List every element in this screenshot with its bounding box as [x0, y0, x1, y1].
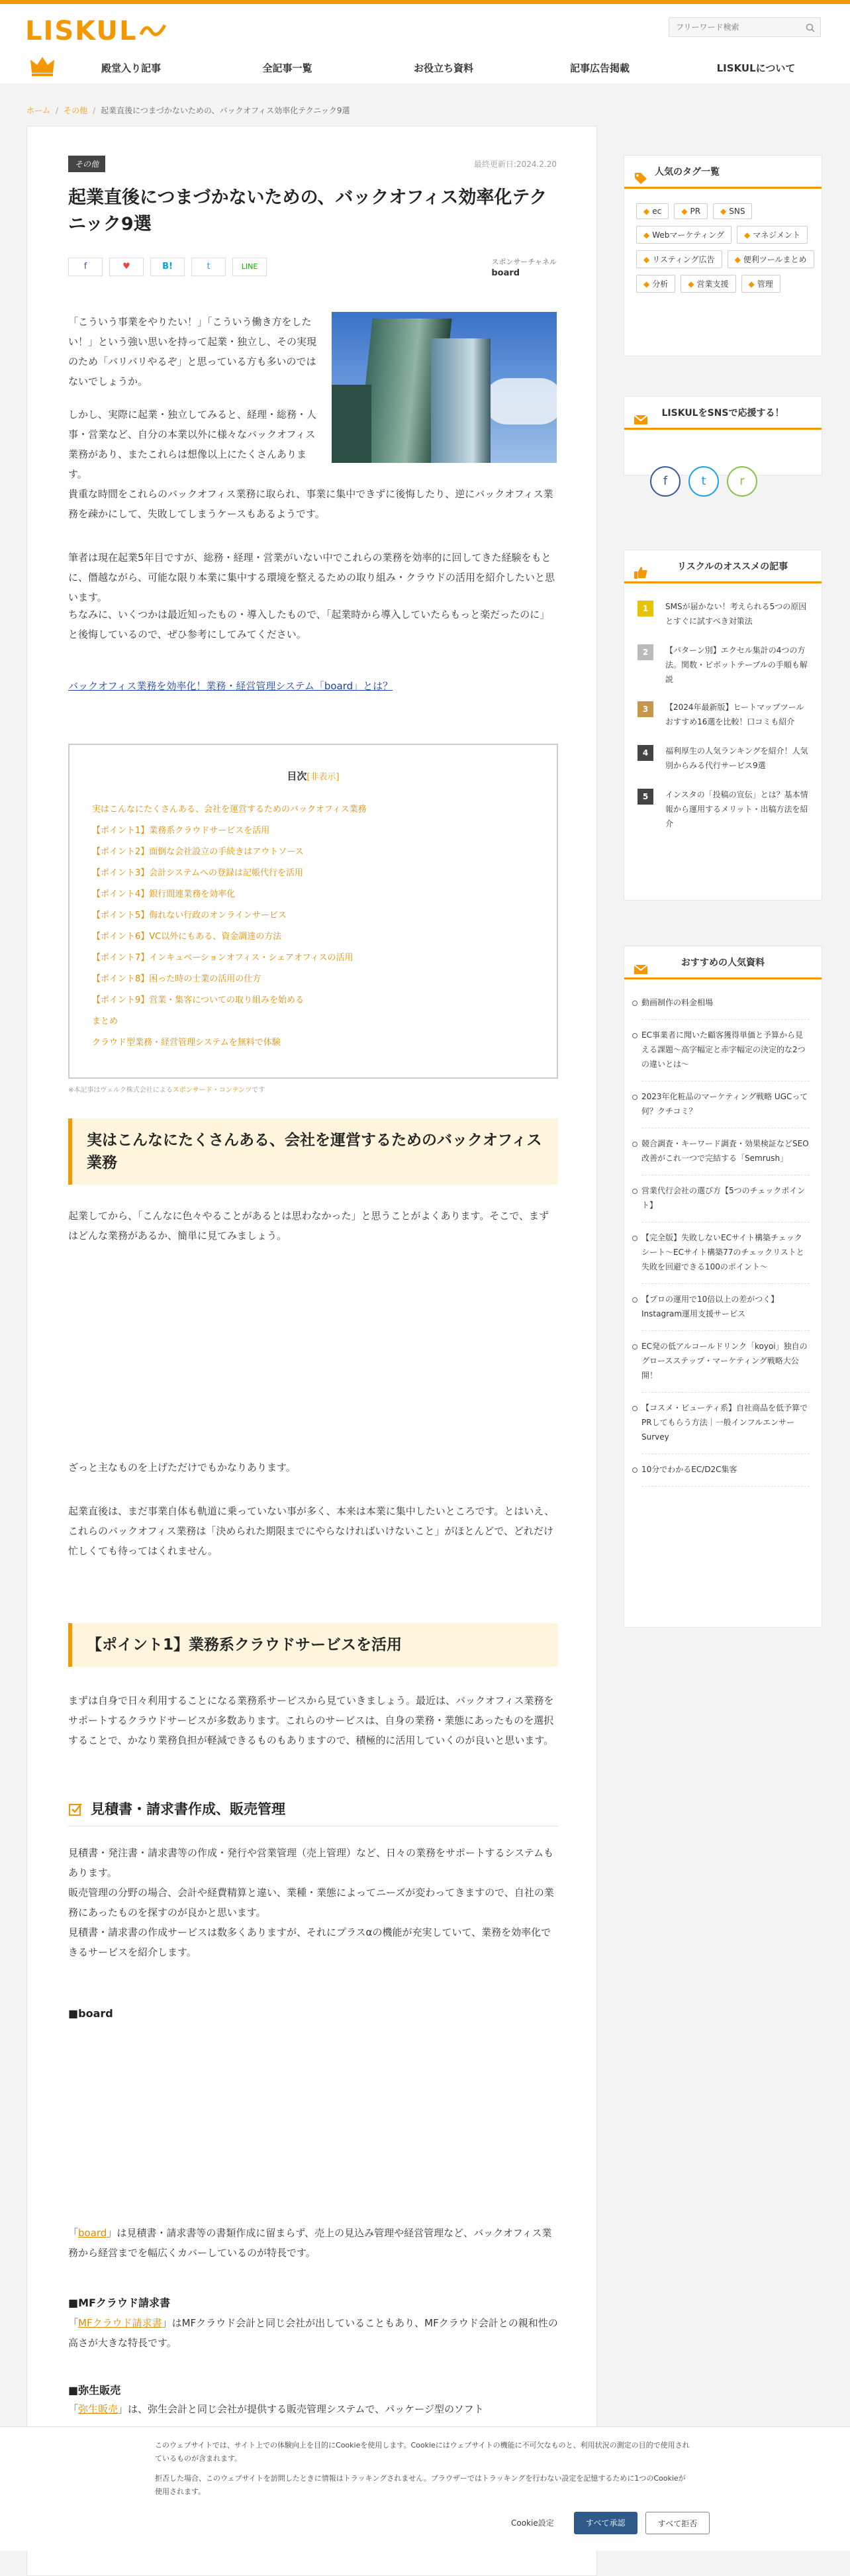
page-title: 起業直後につまづかないための、バックオフィス効率化テクニック9選 [68, 187, 547, 234]
toc-item[interactable]: 【ポイント4】銀行間連業務を効率化 [92, 889, 236, 899]
document-list [641, 995, 810, 1495]
board-link-paragraph [68, 676, 558, 696]
document-item[interactable]: 2023年化粧品のマーケティング戦略 UGCって何？クチコミ？ [641, 1089, 810, 1128]
site-logo[interactable]: LISKUL [25, 16, 166, 46]
mf-product-link[interactable]: MFクラウド請求書 [78, 2317, 162, 2329]
share-line-button[interactable]: LINE [232, 258, 267, 276]
logo-swoosh-icon [140, 16, 166, 46]
cookie-buttons [499, 2512, 710, 2534]
intro-paragraph-2: しかし、実際に起業・独立してみると、経理・総務・人事・営業など、自分の本業以外に様々なバックオフィス業務があり、またこれらは想像以上にたくさんあります。 [68, 409, 317, 480]
toc-toggle[interactable]: [非表示] [307, 772, 340, 782]
subsection1-paragraph-3: 見積書・請求書の作成サービスは数多くありますが、それにプラスαの機能が充実していて、業務を効率化できるサービスを紹介します。 [68, 1926, 551, 1958]
author-block [491, 256, 557, 278]
nav-resources[interactable]: お役立ち資料 [413, 62, 473, 74]
document-item[interactable]: 【完全版】失敗しないECサイト構築チェックシート〜ECサイト構築77のチェックリストと失敗を回避できる100のポイント〜 [641, 1230, 810, 1284]
docs-widget-heading: おすすめの人気資料 [624, 946, 822, 979]
search-icon[interactable] [806, 23, 815, 32]
product-heading-board: ■board [68, 2007, 113, 2020]
document-item[interactable]: EC事業者に聞いた顧客獲得単価と予算から見える課題〜高字幅定と赤字幅定の決定的な2つの違いとは〜 [641, 1028, 810, 1081]
cookie-text [155, 2439, 691, 2499]
search-input[interactable] [669, 18, 795, 36]
cookie-text-2: 拒否した場合、このウェブサイトを訪問したときに情報はトラッキングされません。ブラウザーではトラッキングを行わない設定を記憶するために1つのCookieが使用されます。 [155, 2474, 686, 2496]
sponsor-note: ※本記事はヴェルク株式会社によるスポンサード・コンテンツです [68, 1087, 265, 1094]
breadcrumb: ホーム / その他 / 起業直後につまづかないための、バックオフィス効率化テクニック9選 [26, 106, 350, 115]
intro-paragraph-4: 筆者は現在起業5年目ですが、総務・経理・営業がいない中でこれらの業務を効率的に回してきた経験をもとに、僭越ながら、可能な限り本業に集中する環境を整えるための取り組み・クラウドの活用を紹介したいと思います。 [68, 552, 555, 603]
document-item[interactable]: 動画制作の料金相場 [641, 995, 810, 1020]
ranking-item[interactable]: 5 インスタの「投稿の宣伝」とは？基本情報から運用するメリット・出稿方法を紹介 [638, 787, 811, 831]
toc-item[interactable]: 【ポイント8】困った時の士業の活用の仕方 [92, 974, 261, 984]
cookie-settings-button[interactable]: Cookie設定 [499, 2512, 566, 2534]
tag-item[interactable]: ◆ マネジメント [737, 226, 808, 244]
cookie-banner [0, 2426, 850, 2551]
article-hero-image [332, 312, 557, 463]
product-heading-mf: ■MFクラウド請求書 [68, 2297, 170, 2309]
board-description: 「board」は見積書・請求書等の書類作成に留まらず、売上の見込み管理や経営管理など、バックオフィス業務から経営までを幅広くカバーしているのが特長です。 [68, 2227, 552, 2259]
toc-item[interactable]: 実はこんなにたくさんある、会社を運営するためのバックオフィス業務 [92, 805, 367, 815]
tag-item[interactable]: ◆ 管理 [741, 275, 780, 293]
document-item[interactable]: 競合調査・キーワード調査・効果検証などSEO改善がこれ一つで完結する「Semrush」 [641, 1136, 810, 1175]
ranking-item[interactable]: 4 福利厚生の人気ランキングを紹介！人気別からみる代行サービス9選 [638, 744, 811, 774]
section1-paragraph-2: ざっと主なものを上げただけでもかなりあります。 [68, 1461, 296, 1473]
tag-icon [634, 166, 648, 199]
share-pocket-button[interactable]: ♥ [109, 258, 144, 276]
sponsor-link[interactable]: スポンサード・コンテンツ [172, 1087, 252, 1094]
tag-item[interactable]: ◆ PR [674, 203, 708, 219]
share-buttons [68, 258, 267, 276]
ranking-widget-heading: リスクルのオススメの記事 [624, 550, 822, 583]
sns-widget-heading: LISKULをSNSで応援する！ [624, 397, 822, 430]
toc-item[interactable]: 【ポイント3】会計システムへの登録は記帳代行を活用 [92, 868, 303, 878]
toc-item[interactable]: 【ポイント2】面倒な会社設立の手続きはアウトソース [92, 847, 304, 857]
thumbs-up-icon [634, 560, 648, 593]
ranking-list [638, 599, 811, 844]
sns-facebook-icon[interactable]: f [650, 466, 681, 497]
share-twitter-button[interactable]: t [191, 258, 226, 276]
document-item[interactable]: 【コスメ・ビューティ系】自社商品を低予算でPRしてもらう方法｜一般インフルエンサーSurvey [641, 1401, 810, 1454]
sns-icons [650, 466, 757, 497]
product-heading-yayoi: ■弥生販売 [68, 2384, 121, 2397]
tag-item[interactable]: ◆ Webマーケティング [636, 226, 732, 244]
breadcrumb-category[interactable]: その他 [64, 106, 88, 115]
section-heading-1: 実はこんなにたくさんある、会社を運営するためのバックオフィス業務 [68, 1118, 558, 1185]
toc-item[interactable]: 【ポイント7】インキュベーションオフィス・シェアオフィスの活用 [92, 953, 354, 963]
ranking-item[interactable]: 3 【2024年最新版】ヒートマップツールおすすめ16選を比較！口コミも紹介 [638, 700, 811, 730]
intro-paragraph-1: 「こういう事業をやりたい！」「こういう働き方をしたい！」という強い思いを持って起業・独立し、その実現のため「バリバリやるぞ」と思っている方も多いのではないでしょうか。 [68, 316, 317, 387]
crown-icon [29, 56, 56, 79]
share-hatena-button[interactable]: B! [150, 258, 185, 276]
nav-ad-placement[interactable]: 記事広告掲載 [569, 62, 630, 74]
category-badge[interactable]: その他 [68, 156, 105, 172]
toc-item[interactable]: クラウド型業務・経営管理システムを無料で体験 [92, 1038, 281, 1048]
section1-paragraph-3: 起業直後は、まだ事業自体も軌道に乗っていない事が多く、本来は本業に集中したいところです。とはいえ、これらのバックオフィス業務は「決められた期限までにやらなければいけないこと」がほとんどで、どれだけ忙しくても待ってはくれません。 [68, 1505, 555, 1557]
board-product-link[interactable]: board [78, 2227, 107, 2239]
toc-item[interactable]: 【ポイント6】VC以外にもある、資金調達の方法 [92, 932, 282, 942]
nav-all-articles[interactable]: 全記事一覧 [262, 62, 312, 74]
toc-item[interactable]: 【ポイント9】営業・集客についての取り組みを始める [92, 995, 305, 1005]
article-card [26, 126, 597, 2576]
ranking-item[interactable]: 1 SMSが届かない！考えられる5つの原因とすぐに試すべき対策法 [638, 599, 811, 630]
sns-rss-icon[interactable]: r [727, 466, 757, 497]
document-item[interactable]: 【プロの運用で10倍以上の差がつく】Instagram運用支援サービス [641, 1292, 810, 1331]
global-nav [53, 54, 834, 81]
intro-paragraph-3: 貴重な時間をこれらのバックオフィス業務に取られ、事業に集中できずに後悔したり、逆にバックオフィス業務を疎かにして、失敗してしまうケースもあるようです。 [68, 488, 553, 520]
tag-item[interactable]: ◆ リスティング広告 [636, 250, 722, 268]
site-header [0, 4, 850, 83]
nav-hall-of-fame[interactable]: 殿堂入り記事 [101, 62, 161, 74]
nav-about[interactable]: LISKULについて [716, 62, 796, 74]
toc-item[interactable]: まとめ [92, 1016, 118, 1026]
cookie-reject-all-button[interactable]: すべて拒否 [645, 2512, 710, 2534]
ranking-item[interactable]: 2 【パターン別】エクセル集計の4つの方法。関数・ピボットテーブルの手順も解説 [638, 643, 811, 687]
toc-item[interactable]: 【ポイント5】侮れない行政のオンラインサービス [92, 911, 287, 920]
search-box[interactable] [669, 17, 821, 37]
tag-item[interactable]: ◆ 便利ツールまとめ [728, 250, 814, 268]
share-facebook-button[interactable]: f [68, 258, 103, 276]
tag-list [636, 203, 815, 293]
updated-date: 最終更新日:2024.2.20 [473, 160, 557, 169]
board-intro-link[interactable]: バックオフィス業務を効率化！業務・経営管理システム「board」とは？ [68, 680, 393, 692]
document-item[interactable]: 営業代行会社の選び方【5つのチェックポイント】 [641, 1183, 810, 1222]
tag-item[interactable]: ◆ ec [636, 203, 669, 219]
tag-item[interactable]: ◆ SNS [713, 203, 752, 219]
table-of-contents [68, 744, 558, 1079]
document-item[interactable]: 10分でわかるEC/D2C集客 [641, 1462, 810, 1487]
subsection1-paragraph-2: 販売管理の分野の場合、会計や経費精算と違い、業種・業態によってニーズが変わってきますので、自社の業務にあったものを探すのが良かと思います。 [68, 1887, 554, 1918]
yayoi-product-link[interactable]: 弥生販売 [78, 2403, 118, 2415]
sns-widget [624, 396, 822, 475]
tag-item[interactable]: ◆ 営業支援 [681, 275, 735, 293]
author-label: スポンサーチャネル [491, 258, 557, 266]
popular-documents-widget [624, 946, 822, 1628]
section-heading-2: 【ポイント1】業務系クラウドサービスを活用 [68, 1623, 558, 1667]
yayoi-description: 「弥生販売」は、弥生会計と同じ会社が提供する販売管理システムで、パッケージ型のソフト [68, 2403, 484, 2415]
popular-tags-widget [624, 155, 822, 356]
breadcrumb-current: 起業直後につまづかないための、バックオフィス効率化テクニック9選 [101, 106, 350, 115]
section2-paragraph-1: まずは自身で日々利用することになる業務系サービスから見ていきましょう。最近は、バックオフィス業務をサポートするクラウドサービスが多数あります。これらのサービスは、自身の業務・業態にあったものを選択することで、かなり業務負担が軽減できるものもありますので、積極的に活用していくのが良いと思います。 [68, 1695, 554, 1746]
sns-twitter-icon[interactable]: t [688, 466, 719, 497]
toc-item[interactable]: 【ポイント1】業務系クラウドサービスを活用 [92, 826, 270, 836]
checkbox-icon [68, 1802, 83, 1822]
subsection-heading-1: 見積書・請求書作成、販売管理 [68, 1795, 558, 1826]
toc-heading: 目次[非表示] [287, 770, 340, 782]
board-image-placeholder [68, 2034, 558, 2232]
cookie-accept-all-button[interactable]: すべて承認 [574, 2512, 638, 2534]
tag-item[interactable]: ◆ 分析 [636, 275, 675, 293]
document-item[interactable]: EC発の低アルコールドリンク「koyoi」独自のグロースステップ・マーケティング戦略大公開！ [641, 1339, 810, 1393]
mf-description: 「MFクラウド請求書」はMFクラウド会計と同じ会社が出していることもあり、MFクラウド会計との親和性の高さが大きな特長です。 [68, 2317, 558, 2349]
author-name[interactable]: board [491, 268, 520, 278]
tags-widget-heading: 人気のタグ一覧 [624, 156, 822, 189]
subsection1-paragraph-1: 見積書・発注書・請求書等の作成・発行や営業管理（売上管理）など、日々の業務をサポートするシステムもあります。 [68, 1847, 554, 1879]
section1-paragraph-1: 起業してから、「こんなに色々やることがあるとは思わなかった」と思うことがよくあります。そこで、まずはどんな業務があるか、簡単に見てみましょう。 [68, 1210, 549, 1242]
breadcrumb-home[interactable]: ホーム [26, 106, 51, 115]
cookie-text-1: このウェブサイトでは、サイト上での体験向上を目的にCookieを使用します。Cookieにはウェブサイトの機能に不可欠なものと、利用状況の測定の目的で使用されているものが含まれます。 [155, 2441, 690, 2463]
intro-paragraph-5: ちなみに、いくつかは最近知ったもの・導入したもので、「起業時から導入していたらもっと楽だったのに」と後悔しているので、ぜひ参考にしてみてください。 [68, 609, 550, 640]
toc-list [92, 799, 367, 1054]
recommended-articles-widget [624, 550, 822, 901]
